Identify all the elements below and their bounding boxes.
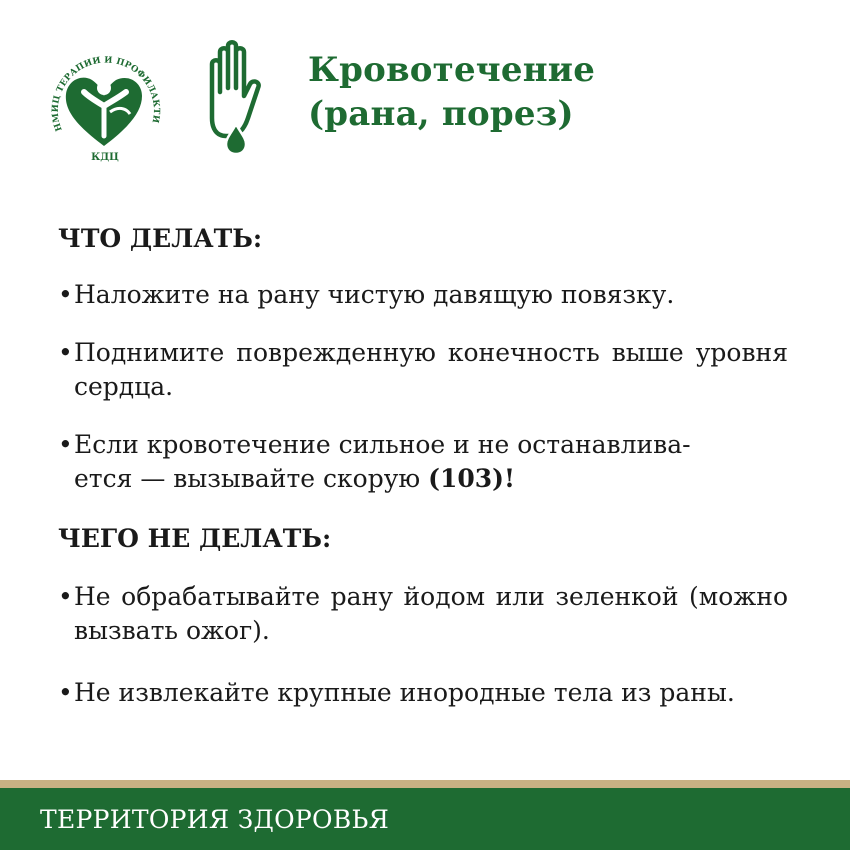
bullet-icon: • <box>58 280 73 309</box>
title-line-2: (рана, порез) <box>308 94 574 134</box>
heart-person-logo-icon <box>40 40 170 170</box>
do-item-3-line-1: Если кровотечение сильное и не останавлива- <box>74 430 691 459</box>
footer-text: ТЕРРИТОРИЯ ЗДОРОВЬЯ <box>40 805 390 834</box>
logo-bottom-text: КДЦ <box>91 152 119 163</box>
dont-list-item-1 <box>58 580 788 648</box>
organization-logo <box>40 40 170 170</box>
do-list-item-2 <box>58 336 788 404</box>
logo-ring-text: НМИЦ ТЕРАПИИ И ПРОФИЛАКТИ <box>50 55 161 133</box>
do-section-heading: ЧТО ДЕЛАТЬ: <box>58 224 263 253</box>
do-item-1-text: Наложите на рану чистую давящую повязку. <box>74 280 675 309</box>
dont-list-item-2 <box>58 676 788 710</box>
dont-item-1-text: Не обрабатывайте рану йодом или зеленкой (можно вызвать ожог). <box>74 582 788 645</box>
emergency-number: (103)! <box>428 464 515 493</box>
page-title <box>308 48 595 136</box>
dont-section-heading: ЧЕГО НЕ ДЕЛАТЬ: <box>58 524 332 553</box>
do-item-2-text: Поднимите поврежденную конечность выше уровня сердца. <box>74 338 788 401</box>
do-item-3-line-2 <box>74 462 788 496</box>
bullet-icon: • <box>58 678 73 707</box>
footer-divider <box>0 780 850 788</box>
do-list-item-1 <box>58 278 788 312</box>
hand-blood-drop-icon <box>198 38 274 158</box>
do-list-item-3 <box>58 428 788 496</box>
bullet-icon: • <box>58 582 73 611</box>
bullet-icon: • <box>58 338 73 367</box>
bullet-icon: • <box>58 430 73 459</box>
dont-item-2-text: Не извлекайте крупные инородные тела из раны. <box>74 678 735 707</box>
title-line-1: Кровотечение <box>308 50 596 90</box>
do-item-3-line-2-text: ется — вызывайте скорую <box>74 464 429 493</box>
